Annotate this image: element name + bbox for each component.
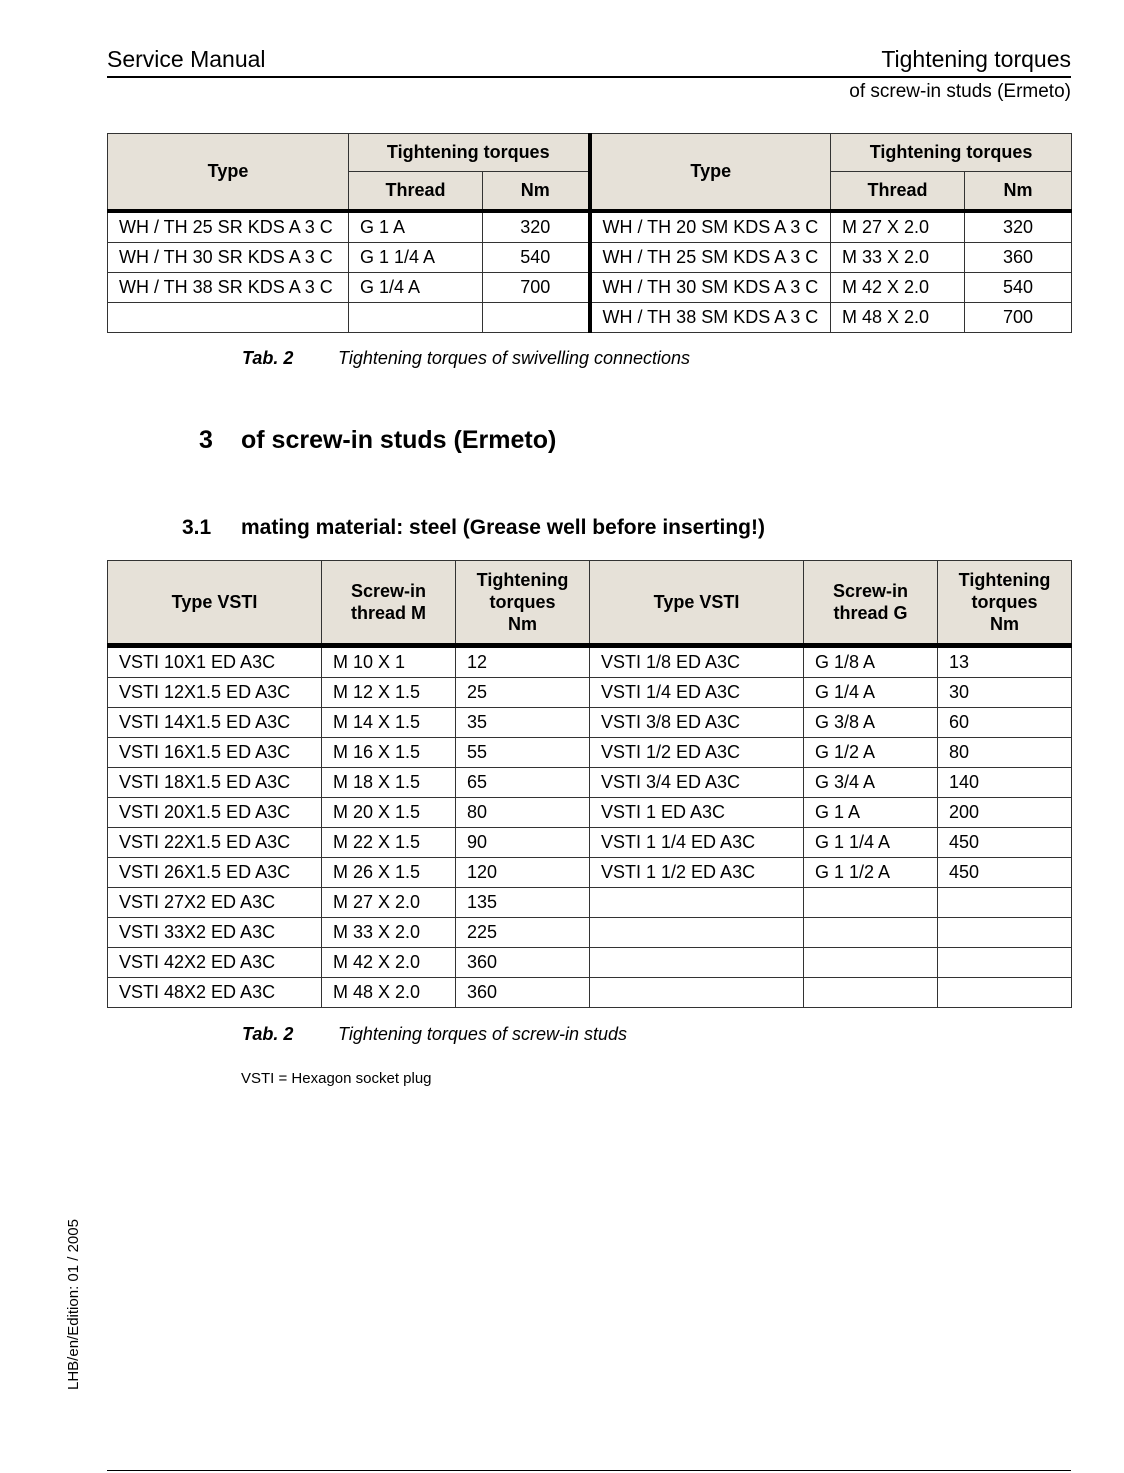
table-cell: VSTI 1 ED A3C — [590, 798, 804, 828]
table-cell: 320 — [483, 211, 590, 243]
section-number: 3 — [199, 426, 213, 454]
table-caption — [242, 348, 690, 369]
table-cell: M 20 X 1.5 — [322, 798, 456, 828]
col-header-tightening-torques: Tightening torques — [831, 134, 1072, 172]
screw-in-studs-table — [107, 560, 1072, 1008]
table-cell: 540 — [965, 273, 1072, 303]
table-cell: G 1 1/4 A — [349, 243, 483, 273]
table-cell: M 10 X 1 — [322, 646, 456, 678]
table-cell: 13 — [938, 646, 1072, 678]
footer-rule — [107, 1470, 1071, 1471]
col-header-tightening-torques: Tightening torques — [349, 134, 590, 172]
table-row — [108, 888, 1072, 918]
table-cell: 60 — [938, 708, 1072, 738]
table-cell — [938, 948, 1072, 978]
col-header-nm: Nm — [483, 172, 590, 212]
col-header-nm: Nm — [965, 172, 1072, 212]
header-line: Screw-in — [350, 581, 427, 601]
col-header-screw-in-thread-m — [322, 561, 456, 646]
table-cell: 225 — [456, 918, 590, 948]
col-header-screw-in-thread-g — [804, 561, 938, 646]
edition-label: LHB/en/Edition: 01 / 2005 — [65, 1219, 82, 1390]
table-cell: 700 — [483, 273, 590, 303]
table-cell: M 26 X 1.5 — [322, 858, 456, 888]
table-cell: G 1/2 A — [804, 738, 938, 768]
table-cell: VSTI 1/8 ED A3C — [590, 646, 804, 678]
table-row — [108, 858, 1072, 888]
col-header-type: Type — [108, 134, 349, 212]
table-cell: 450 — [938, 828, 1072, 858]
table-cell: VSTI 33X2 ED A3C — [108, 918, 322, 948]
table-cell: VSTI 3/4 ED A3C — [590, 768, 804, 798]
table-cell: M 14 X 1.5 — [322, 708, 456, 738]
table-cell: M 48 X 2.0 — [322, 978, 456, 1008]
table-cell: M 48 X 2.0 — [831, 303, 965, 333]
table-cell: G 1 A — [349, 211, 483, 243]
col-header-tightening-torques-nm — [938, 561, 1072, 646]
table-cell: 80 — [456, 798, 590, 828]
table-row — [108, 828, 1072, 858]
table-cell: WH / TH 20 SM KDS A 3 C — [590, 211, 831, 243]
subsection-title: mating material: steel (Grease well before inserting!) — [241, 516, 765, 539]
table-cell: G 1/4 A — [804, 678, 938, 708]
table-cell: WH / TH 25 SR KDS A 3 C — [108, 211, 349, 243]
table-cell: VSTI 42X2 ED A3C — [108, 948, 322, 978]
table-cell: G 1 1/2 A — [804, 858, 938, 888]
table-cell: 12 — [456, 646, 590, 678]
col-header-thread: Thread — [349, 172, 483, 212]
header-line: Tightening — [958, 570, 1051, 590]
table-cell: 200 — [938, 798, 1072, 828]
table-cell — [590, 978, 804, 1008]
table-cell: VSTI 1 1/4 ED A3C — [590, 828, 804, 858]
table-cell: G 3/8 A — [804, 708, 938, 738]
header-line: thread M — [350, 603, 426, 623]
header-line: Screw-in — [832, 581, 909, 601]
caption-text: Tightening torques of swivelling connections — [338, 348, 691, 368]
table-cell: G 1/4 A — [349, 273, 483, 303]
caption-label: Tab. 2 — [242, 348, 294, 368]
table-cell: 450 — [938, 858, 1072, 888]
table-cell: G 1 A — [804, 798, 938, 828]
table-cell: 360 — [965, 243, 1072, 273]
abbreviation-note: VSTI = Hexagon socket plug — [241, 1070, 432, 1087]
table-cell: M 33 X 2.0 — [831, 243, 965, 273]
table-cell: M 16 X 1.5 — [322, 738, 456, 768]
table-cell — [483, 303, 590, 333]
table-cell: G 1 1/4 A — [804, 828, 938, 858]
table-cell — [804, 888, 938, 918]
table-cell: 360 — [456, 948, 590, 978]
table-row — [108, 918, 1072, 948]
table-cell: 25 — [456, 678, 590, 708]
table-cell: 360 — [456, 978, 590, 1008]
table-cell: VSTI 1/4 ED A3C — [590, 678, 804, 708]
header-line: Nm — [507, 614, 537, 634]
caption-text: Tightening torques of screw-in studs — [338, 1024, 627, 1044]
table-cell: 80 — [938, 738, 1072, 768]
header-line: torques — [971, 592, 1038, 612]
table-cell: VSTI 26X1.5 ED A3C — [108, 858, 322, 888]
subsection-number: 3.1 — [182, 516, 212, 539]
table-cell: VSTI 14X1.5 ED A3C — [108, 708, 322, 738]
table-cell: 120 — [456, 858, 590, 888]
header-title: Service Manual — [107, 46, 266, 72]
col-header-type-vsti: Type VSTI — [108, 561, 322, 646]
table-cell: 90 — [456, 828, 590, 858]
table-cell — [590, 948, 804, 978]
table-cell: M 27 X 2.0 — [322, 888, 456, 918]
col-header-type: Type — [590, 134, 831, 212]
table-cell: VSTI 48X2 ED A3C — [108, 978, 322, 1008]
table-row — [108, 798, 1072, 828]
table-cell: 540 — [483, 243, 590, 273]
table-cell: M 42 X 2.0 — [831, 273, 965, 303]
table-cell — [349, 303, 483, 333]
table-cell — [938, 978, 1072, 1008]
table-cell: VSTI 3/8 ED A3C — [590, 708, 804, 738]
table-row — [108, 708, 1072, 738]
table-cell: VSTI 27X2 ED A3C — [108, 888, 322, 918]
table-cell: G 1/8 A — [804, 646, 938, 678]
header-line: Nm — [989, 614, 1019, 634]
table-row — [108, 211, 1072, 243]
table-cell: VSTI 18X1.5 ED A3C — [108, 768, 322, 798]
table-cell — [938, 888, 1072, 918]
table-row — [108, 273, 1072, 303]
table-cell: M 22 X 1.5 — [322, 828, 456, 858]
header-line: thread G — [833, 603, 908, 623]
table-cell: VSTI 1 1/2 ED A3C — [590, 858, 804, 888]
table-row — [108, 768, 1072, 798]
swivelling-connections-table — [107, 133, 1072, 333]
table-cell: WH / TH 25 SM KDS A 3 C — [590, 243, 831, 273]
table-cell — [804, 918, 938, 948]
table-cell: 140 — [938, 768, 1072, 798]
table-cell: VSTI 20X1.5 ED A3C — [108, 798, 322, 828]
header-rule — [107, 76, 1071, 78]
table-cell: 30 — [938, 678, 1072, 708]
section-title: of screw-in studs (Ermeto) — [241, 426, 557, 454]
table-cell: 700 — [965, 303, 1072, 333]
table-cell: VSTI 10X1 ED A3C — [108, 646, 322, 678]
table-row — [108, 243, 1072, 273]
table-cell: M 18 X 1.5 — [322, 768, 456, 798]
col-header-tightening-torques-nm — [456, 561, 590, 646]
table-cell: VSTI 16X1.5 ED A3C — [108, 738, 322, 768]
table-row — [108, 303, 1072, 333]
table-cell: WH / TH 30 SM KDS A 3 C — [590, 273, 831, 303]
table-row — [108, 738, 1072, 768]
table-cell: M 33 X 2.0 — [322, 918, 456, 948]
table-cell: 320 — [965, 211, 1072, 243]
table-cell: 35 — [456, 708, 590, 738]
table-cell: WH / TH 38 SM KDS A 3 C — [590, 303, 831, 333]
table-cell — [938, 918, 1072, 948]
header-subtitle: of screw-in studs (Ermeto) — [849, 81, 1071, 102]
table-cell: 135 — [456, 888, 590, 918]
table-cell: M 27 X 2.0 — [831, 211, 965, 243]
col-header-thread: Thread — [831, 172, 965, 212]
table-cell: VSTI 1/2 ED A3C — [590, 738, 804, 768]
table-cell — [108, 303, 349, 333]
table-caption — [242, 1024, 627, 1045]
table-cell: VSTI 22X1.5 ED A3C — [108, 828, 322, 858]
table-cell: WH / TH 30 SR KDS A 3 C — [108, 243, 349, 273]
header-line: torques — [489, 592, 556, 612]
caption-label: Tab. 2 — [242, 1024, 294, 1044]
table-cell: G 3/4 A — [804, 768, 938, 798]
col-header-type-vsti: Type VSTI — [590, 561, 804, 646]
table-cell — [590, 888, 804, 918]
table-cell: WH / TH 38 SR KDS A 3 C — [108, 273, 349, 303]
table-cell: 55 — [456, 738, 590, 768]
table-row — [108, 678, 1072, 708]
table-row — [108, 646, 1072, 678]
table-cell — [804, 978, 938, 1008]
table-cell: M 12 X 1.5 — [322, 678, 456, 708]
table-cell — [590, 918, 804, 948]
table-cell: M 42 X 2.0 — [322, 948, 456, 978]
table-cell: VSTI 12X1.5 ED A3C — [108, 678, 322, 708]
table-row — [108, 978, 1072, 1008]
table-cell: 65 — [456, 768, 590, 798]
header-line: Tightening — [476, 570, 569, 590]
header-section-title: Tightening torques — [881, 46, 1071, 72]
table-cell — [804, 948, 938, 978]
table-row — [108, 948, 1072, 978]
